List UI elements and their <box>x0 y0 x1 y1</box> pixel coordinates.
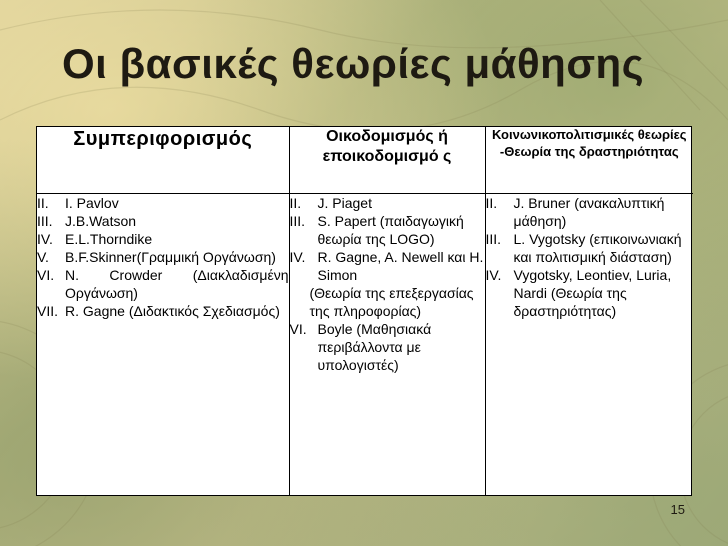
item-number: VII. <box>37 302 59 319</box>
item-number: VI. <box>37 266 55 283</box>
list-item <box>37 230 289 248</box>
item-number: III. <box>289 212 306 229</box>
item-number <box>290 284 310 320</box>
list-item <box>37 212 289 230</box>
item-text: J. Piaget <box>317 194 372 211</box>
item-text: R. Gagne (Διδακτικός Σχεδιασμός) <box>65 302 280 319</box>
item-number: IV. <box>37 230 53 247</box>
list-item <box>486 194 694 230</box>
header-constructivism: Οικοδομισμός ή εποικοδομισμό ς <box>289 127 485 193</box>
item-number: VI. <box>289 320 307 337</box>
slide-number: 15 <box>670 502 685 517</box>
item-text: E.L.Thorndike <box>65 230 153 247</box>
header-behaviorism: Συμπεριφορισμός <box>37 127 289 193</box>
column-behaviorism <box>37 193 289 495</box>
item-number: IV. <box>289 248 306 265</box>
list-item <box>290 194 485 212</box>
item-text: Boyle (Μαθησιακά περιβάλλοντα με υπολογιστές) <box>317 320 432 373</box>
list-item <box>290 248 485 284</box>
item-text: S. Papert (παιδαγωγική θεωρία της LOGO) <box>317 212 464 247</box>
item-text: (Θεωρία της επεξεργασίας της πληροφορίας) <box>309 284 474 319</box>
slide-title: Οι βασικές θεωρίες μάθησης <box>62 40 645 87</box>
item-text: N. Crowder (Διακλαδισμένη Οργάνωση) <box>65 266 289 301</box>
theories-table <box>36 126 692 496</box>
item-text: B.F.Skinner(Γραμμική Οργάνωση) <box>65 248 276 265</box>
item-text: J. Bruner (ανακαλυπτική μάθηση) <box>513 194 665 229</box>
column-sociocultural <box>485 193 693 495</box>
list-item <box>37 302 289 320</box>
list-item <box>290 320 485 374</box>
item-number: II. <box>289 194 302 211</box>
item-number: IV. <box>485 266 502 283</box>
list-item <box>37 194 289 212</box>
header-sociocultural: Κοινωνικοπολιτισμικές θεωρίες -Θεωρία της δραστηριότητας <box>485 127 693 193</box>
list-item <box>290 284 485 320</box>
item-number: V. <box>37 248 49 265</box>
list-item <box>37 248 289 266</box>
item-number: III. <box>37 212 53 229</box>
item-number: III. <box>485 230 502 247</box>
list-item <box>37 266 289 302</box>
column-constructivism <box>289 193 485 495</box>
item-text: L. Vygotsky (επικοινωνιακή και πολιτισμική διάσταση) <box>513 230 682 265</box>
item-text: Vygotsky, Leontiev, Luria, Nardi (Θεωρία της δραστηριότητας) <box>513 266 672 319</box>
item-text: R. Gagne, A. Newell και H. Simon <box>317 248 484 283</box>
list-item <box>486 230 694 266</box>
item-number: II. <box>37 194 49 211</box>
item-number: II. <box>485 194 498 211</box>
list-item <box>486 266 694 320</box>
list-item <box>290 212 485 248</box>
item-text: J.B.Watson <box>65 212 137 229</box>
item-text: I. Pavlov <box>65 194 119 211</box>
